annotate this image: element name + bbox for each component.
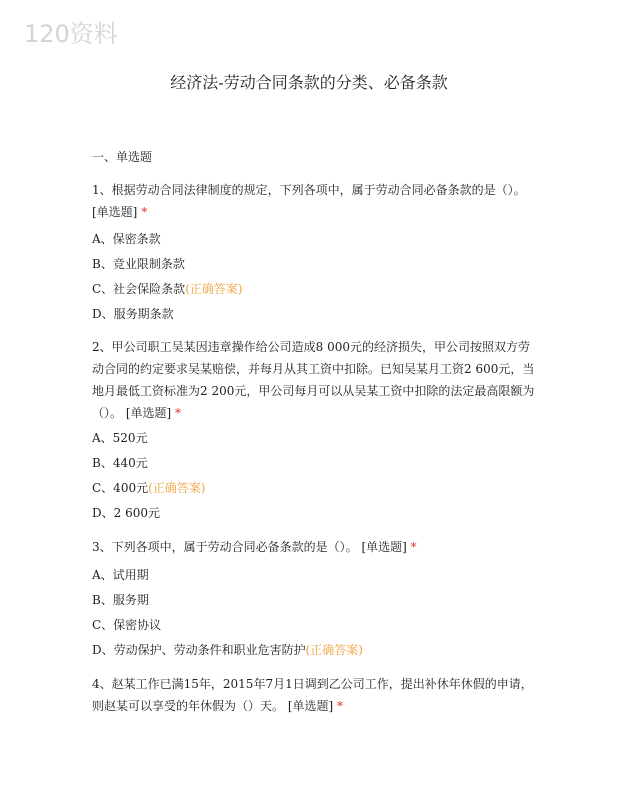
question-2-text: 2、甲公司职工吴某因违章操作给公司造成8 000元的经济损失，甲公司按照双方劳动合同的约定要求吴某赔偿，并每月从其工资中扣除。已知吴某月工资2 600元，当地月最低工资标准为2 200元，甲公司每月可以从吴某工资中扣除的法定最高限额为（）。 [92, 340, 535, 420]
question-1-type: [单选题] [92, 205, 138, 219]
question-1 [92, 179, 536, 223]
required-mark: * [410, 540, 417, 554]
option-2b[interactable]: B、440元 [92, 456, 148, 470]
option-1b[interactable]: B、竞业限制条款 [92, 257, 185, 271]
option-3c[interactable]: C、保密协议 [92, 618, 162, 632]
correct-answer-label: (正确答案) [305, 643, 363, 657]
option-2a[interactable]: A、520元 [92, 431, 148, 445]
question-1-text: 1、根据劳动合同法律制度的规定，下列各项中，属于劳动合同必备条款的是（）。 [92, 183, 526, 197]
question-4-text: 4、赵某工作已满15年，2015年7月1日调到乙公司工作，提出补休年休假的申请，则赵某可以享受的年休假为（）天。 [92, 677, 533, 713]
question-4 [92, 673, 536, 717]
question-2-type: [单选题] [125, 406, 172, 420]
question-3-text: 3、下列各项中，属于劳动合同必备条款的是（）。 [92, 540, 358, 554]
correct-answer-label: (正确答案) [148, 481, 206, 495]
question-3 [92, 536, 536, 558]
option-3d[interactable]: D、劳动保护、劳动条件和职业危害防护(正确答案) [92, 643, 363, 657]
option-3a[interactable]: A、试用期 [92, 568, 149, 582]
option-2d[interactable]: D、2 600元 [92, 506, 160, 520]
option-2c[interactable]: C、400元(正确答案) [92, 481, 206, 495]
document-title: 经济法-劳动合同条款的分类、必备条款 [170, 73, 448, 92]
section-heading: 一、单选题 [92, 150, 153, 164]
question-4-type: [单选题] [287, 699, 334, 713]
required-mark: * [337, 699, 344, 713]
option-1d[interactable]: D、服务期条款 [92, 307, 174, 321]
watermark-logo: 120资料 [24, 20, 118, 48]
required-mark: * [141, 205, 148, 219]
option-1c[interactable]: C、社会保险条款(正确答案) [92, 282, 243, 296]
option-1a[interactable]: A、保密条款 [92, 232, 161, 246]
correct-answer-label: (正确答案) [185, 282, 243, 296]
question-3-type: [单选题] [361, 540, 407, 554]
required-mark: * [175, 406, 182, 420]
question-2 [92, 336, 536, 424]
option-3b[interactable]: B、服务期 [92, 593, 149, 607]
